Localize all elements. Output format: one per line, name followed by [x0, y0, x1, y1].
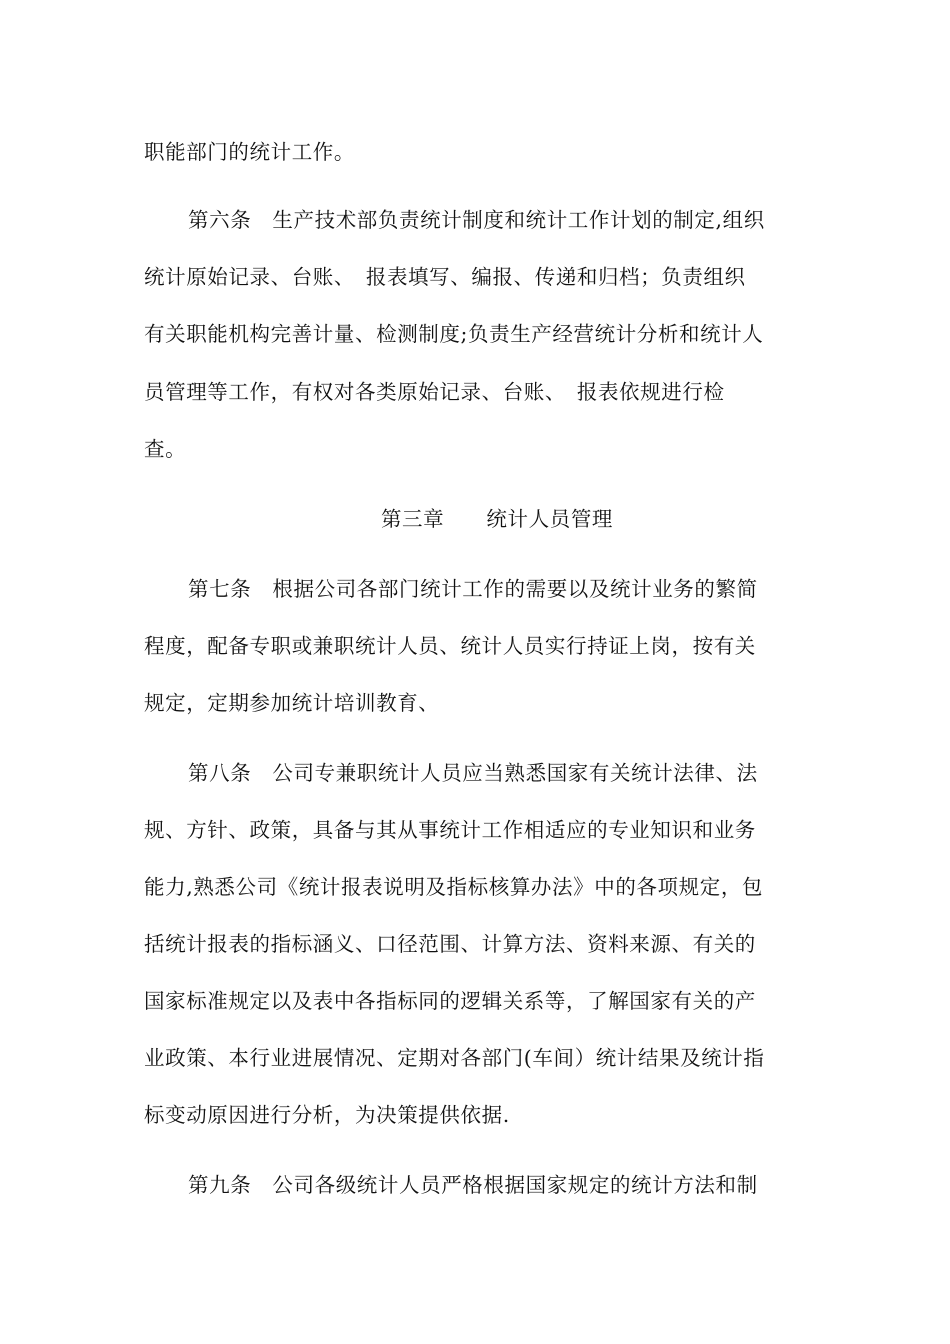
- article-9-line: 第九条 公司各级统计人员严格根据国家规定的统计方法和制: [188, 1173, 758, 1197]
- text-line: 规、方针、政策，具备与其从事统计工作相适应的专业知识和业务: [144, 818, 756, 842]
- text-line: 业政策、本行业进展情况、定期对各部门(车间）统计结果及统计指: [144, 1046, 765, 1070]
- chapter-heading: 第三章 统计人员管理: [380, 507, 614, 531]
- text-line: 职能部门的统计工作。: [144, 140, 355, 164]
- text-line: 国家标准规定以及表中各指标同的逻辑关系等，了解国家有关的产: [144, 989, 756, 1013]
- text-line: 标变动原因进行分析，为决策提供依据.: [144, 1103, 510, 1127]
- article-6-line: 第六条 生产技术部负责统计制度和统计工作计划的制定,组织: [188, 208, 765, 232]
- article-8-line: 第八条 公司专兼职统计人员应当熟悉国家有关统计法律、法: [188, 761, 758, 785]
- text-line: 查。: [144, 437, 187, 461]
- text-line: 员管理等工作，有权对各类原始记录、台账、 报表依规进行检: [144, 380, 725, 404]
- text-line: 规定，定期参加统计培训教育、: [144, 691, 440, 715]
- article-7-line: 第七条 根据公司各部门统计工作的需要以及统计业务的繁简: [188, 577, 758, 601]
- text-line: 统计原始记录、台账、 报表填写、编报、传递和归档；负责组织: [144, 265, 746, 289]
- text-line: 括统计报表的指标涵义、口径范围、计算方法、资料来源、有关的: [144, 932, 756, 956]
- text-line: 能力,熟悉公司《统计报表说明及指标核算办法》中的各项规定，包: [144, 875, 764, 899]
- text-line: 有关职能机构完善计量、检测制度;负责生产经营统计分析和统计人: [144, 322, 764, 346]
- text-line: 程度，配备专职或兼职统计人员、统计人员实行持证上岗，按有关: [144, 634, 756, 658]
